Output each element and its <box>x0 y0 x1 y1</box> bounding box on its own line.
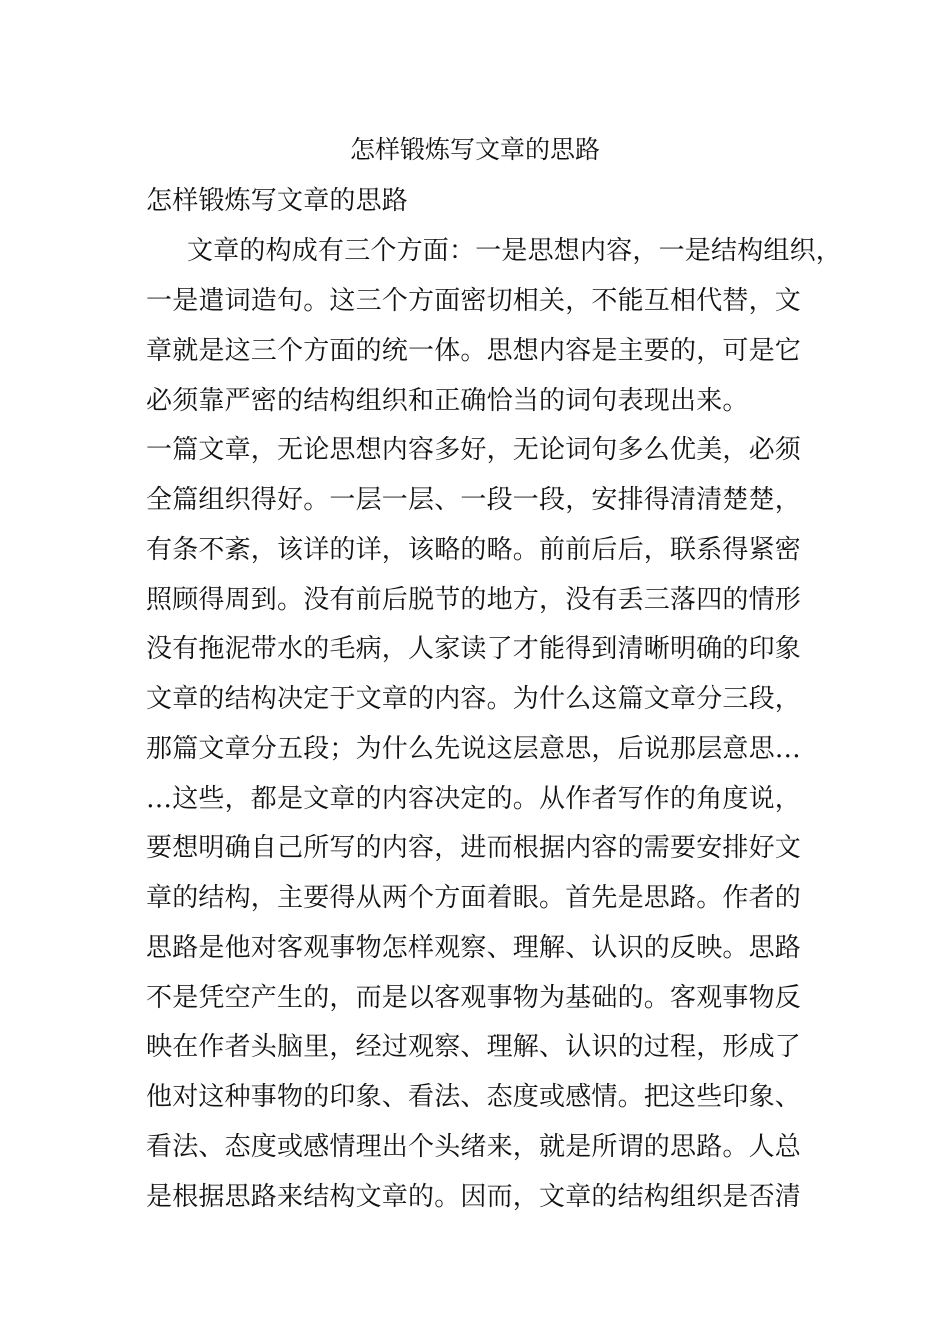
text-line-10: 文章的结构决定于文章的内容。为什么这篇文章分三段， <box>146 684 802 714</box>
document-title: 怎样锻炼写文章的思路 <box>349 135 600 164</box>
text-line-18: 他对这种事物的印象、看法、态度或感情。把这些印象、 <box>146 1082 802 1112</box>
text-line-20: 是根据思路来结构文章的。因而，文章的结构组织是否清 <box>146 1182 802 1212</box>
text-line-2: 一是遣词造句。这三个方面密切相关，不能互相代替，文 <box>146 286 802 316</box>
text-line-15: 思路是他对客观事物怎样观察、理解、认识的反映。思路 <box>146 933 802 963</box>
text-line-1: 文章的构成有三个方面：一是思想内容，一是结构组织， <box>187 236 843 266</box>
text-line-4: 必须靠严密的结构组织和正确恰当的词句表现出来。 <box>146 386 749 416</box>
text-line-13: 要想明确自己所写的内容，进而根据内容的需要安排好文 <box>146 833 802 863</box>
text-line-5: 一篇文章，无论思想内容多好，无论词句多么优美，必须 <box>146 435 802 465</box>
text-line-7: 有条不紊，该详的详，该略的略。前前后后，联系得紧密 <box>146 535 802 565</box>
text-line-6: 全篇组织得好。一层一层、一段一段，安排得清清楚楚， <box>146 485 802 515</box>
text-line-12: …这些，都是文章的内容决定的。从作者写作的角度说， <box>146 784 802 814</box>
text-line-11: 那篇文章分五段；为什么先说这层意思，后说那层意思… <box>146 734 802 764</box>
text-line-16: 不是凭空产生的，而是以客观事物为基础的。客观事物反 <box>146 983 802 1013</box>
text-line-8: 照顾得周到。没有前后脱节的地方，没有丢三落四的情形 <box>146 585 802 615</box>
subtitle-line: 怎样锻炼写文章的思路 <box>146 186 409 216</box>
text-line-14: 章的结构，主要得从两个方面着眼。首先是思路。作者的 <box>146 883 802 913</box>
text-line-19: 看法、态度或感情理出个头绪来，就是所谓的思路。人总 <box>146 1132 802 1162</box>
text-line-3: 章就是这三个方面的统一体。思想内容是主要的，可是它 <box>146 336 802 366</box>
text-line-9: 没有拖泥带水的毛病，人家读了才能得到清晰明确的印象 <box>146 634 802 664</box>
text-line-17: 映在作者头脑里，经过观察、理解、认识的过程，形成了 <box>146 1032 802 1062</box>
